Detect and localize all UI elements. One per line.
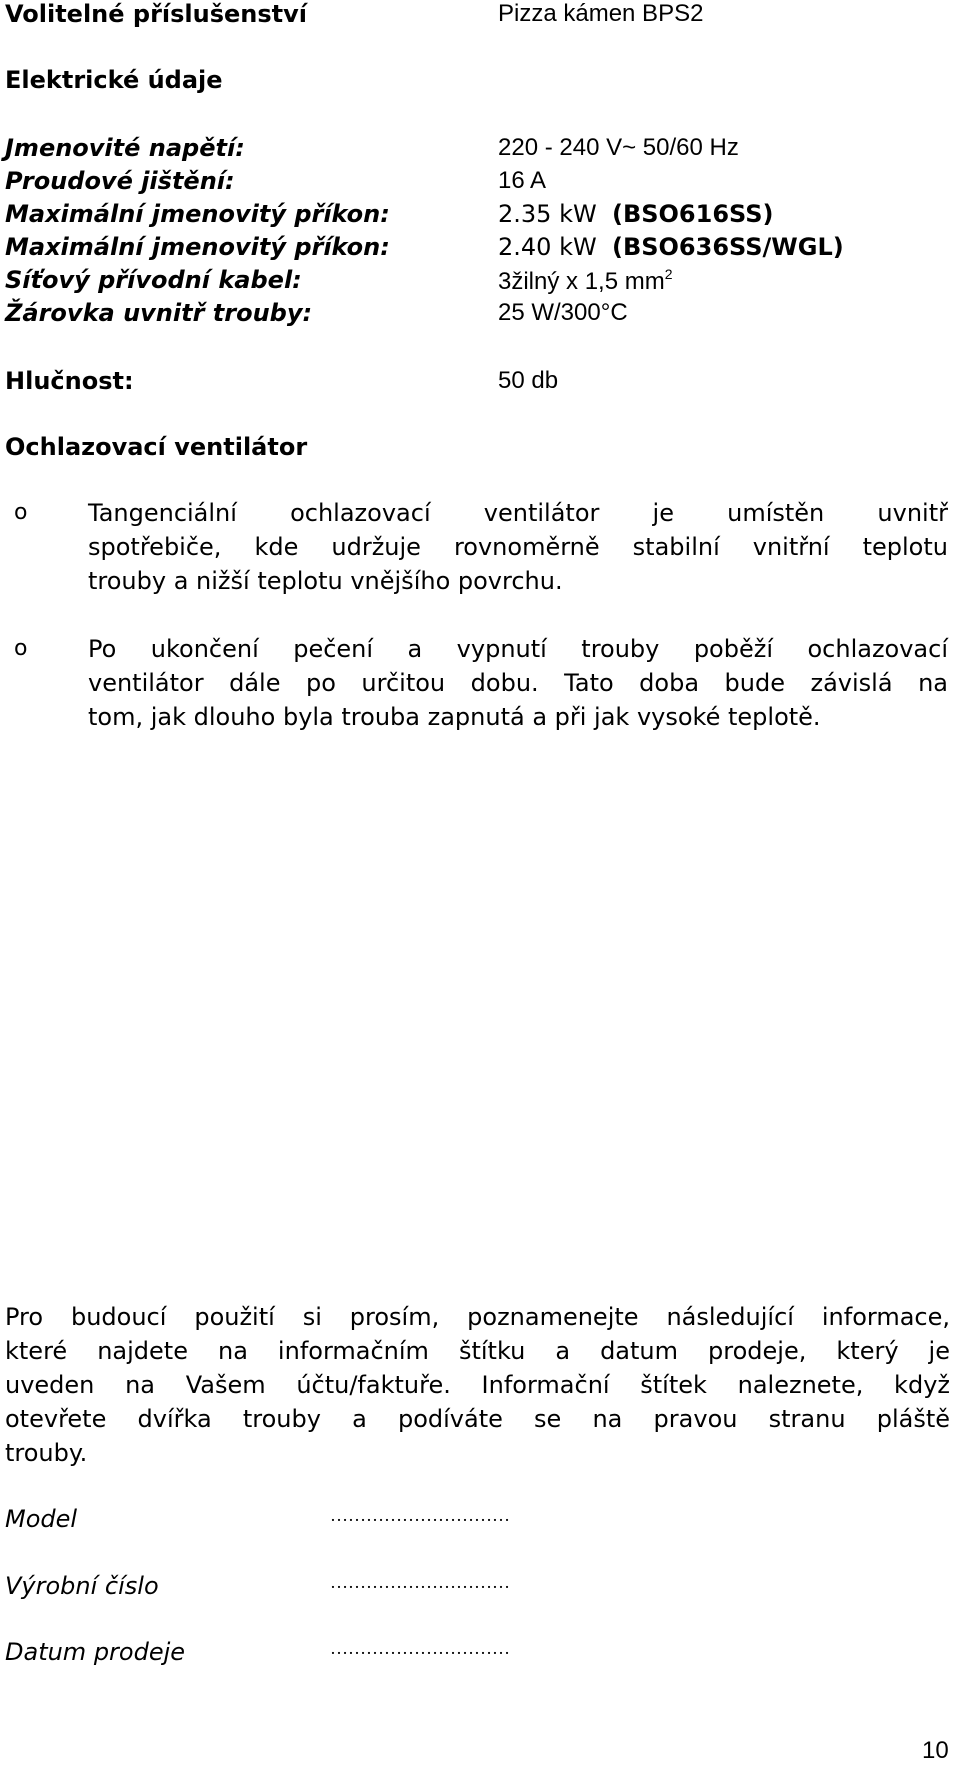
page-number: 10 xyxy=(922,1737,949,1764)
spec-value-power-1 xyxy=(498,200,773,228)
spec-power-1-value: 2.35 kW xyxy=(498,200,597,228)
section-title-electrical: Elektrické údaje xyxy=(5,66,223,94)
bullet-2-line-2: ventilátor dále po určitou dobu. Tato doba bude závislá na xyxy=(88,669,948,697)
bullet-1-line-3: trouby a nižší teplotu vnějšího povrchu. xyxy=(88,567,563,595)
bullet-marker-2: o xyxy=(14,636,28,661)
info-line-3: uveden na Vašem účtu/faktuře. Informační štítek naleznete, když xyxy=(5,1371,950,1399)
spec-label-cable: Síťový přívodní kabel: xyxy=(5,266,302,294)
field-value-model: ………………………… xyxy=(330,1505,510,1525)
accessory-name: Pizza kámen BPS2 xyxy=(498,0,704,27)
info-line-2: které najdete na informačním štítku a datum prodeje, který je xyxy=(5,1337,950,1365)
spec-cable-value: 3žilný x 1,5 mm xyxy=(498,268,665,295)
spec-value-voltage: 220 - 240 V~ 50/60 Hz xyxy=(498,134,739,161)
field-label-model: Model xyxy=(5,1505,78,1533)
spec-value-bulb: 25 W/300°C xyxy=(498,299,628,326)
bullet-marker-1: o xyxy=(14,500,28,525)
field-label-serial: Výrobní číslo xyxy=(5,1572,159,1600)
section-title-fan: Ochlazovací ventilátor xyxy=(5,433,308,461)
spec-label-power-2: Maximální jmenovitý příkon: xyxy=(5,233,390,261)
info-line-4: otevřete dvířka trouby a podíváte se na pravou stranu pláště xyxy=(5,1405,950,1433)
spec-cable-sup: 2 xyxy=(664,266,673,282)
field-value-serial: ………………………… xyxy=(330,1572,510,1592)
spec-label-fuse: Proudové jištění: xyxy=(5,167,235,195)
field-label-sale-date: Datum prodeje xyxy=(5,1638,186,1666)
section-title-accessories: Volitelné příslušenství xyxy=(5,0,308,28)
bullet-2-line-3: tom, jak dlouho byla trouba zapnutá a při jak vysoké teplotě. xyxy=(88,703,821,731)
bullet-2-line-1: Po ukončení pečení a vypnutí trouby poběží ochlazovací xyxy=(88,635,948,663)
spec-label-voltage: Jmenovité napětí: xyxy=(5,134,245,162)
spec-label-power-1: Maximální jmenovitý příkon: xyxy=(5,200,390,228)
bullet-1-line-1: Tangenciální ochlazovací ventilátor je umístěn uvnitř xyxy=(88,499,948,527)
spec-label-bulb: Žárovka uvnitř trouby: xyxy=(5,299,313,327)
spec-value-power-2 xyxy=(498,233,844,261)
spec-label-noise: Hlučnost: xyxy=(5,367,134,395)
bullet-1-line-2: spotřebiče, kde udržuje rovnoměrně stabilní vnitřní teplotu xyxy=(88,533,948,561)
info-line-1: Pro budoucí použití si prosím, poznamenejte následující informace, xyxy=(5,1303,950,1331)
spec-value-cable xyxy=(498,266,673,296)
spec-value-noise: 50 db xyxy=(498,367,559,394)
info-line-5: trouby. xyxy=(5,1439,88,1467)
field-value-sale-date: ………………………… xyxy=(330,1638,510,1658)
spec-power-2-model: (BSO636SS/WGL) xyxy=(611,233,844,261)
spec-power-1-model: (BSO616SS) xyxy=(611,200,774,228)
spec-power-2-value: 2.40 kW xyxy=(498,233,597,261)
spec-value-fuse: 16 A xyxy=(498,167,547,194)
